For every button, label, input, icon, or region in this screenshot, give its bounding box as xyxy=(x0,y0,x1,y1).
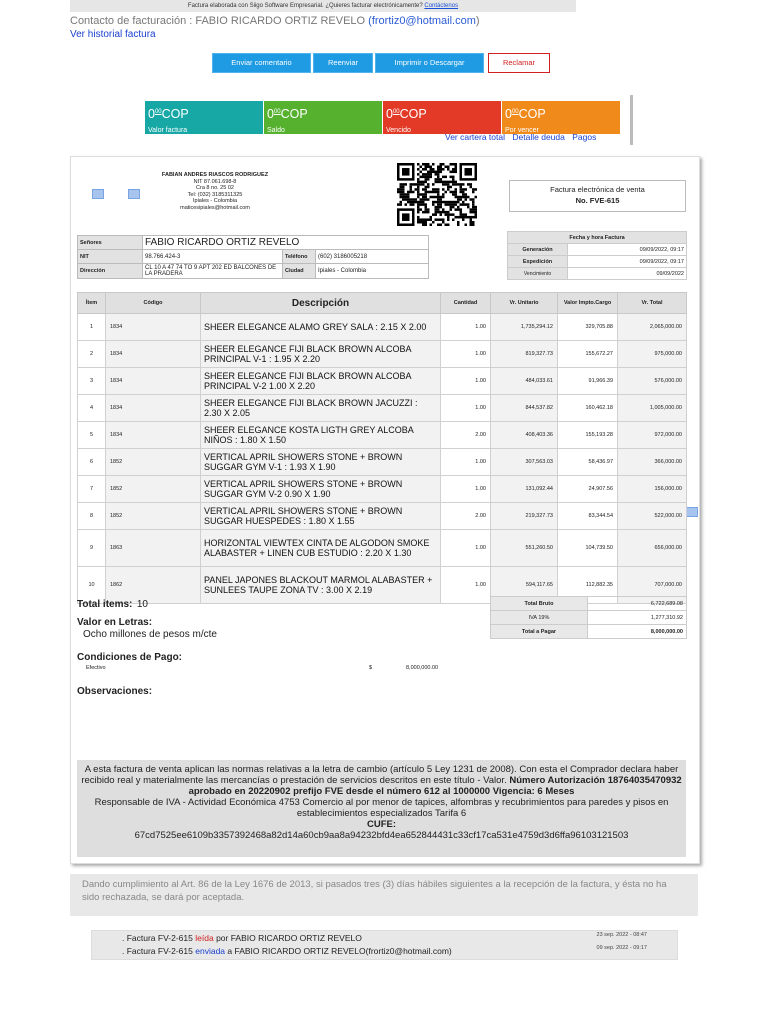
summary-card xyxy=(264,101,382,134)
legal-text: A esta factura de venta aplican las normas relativas a la letra de cambio (artículo 5 Ley 1231 de 2008). Con esta el Comprador declara haber recibido real y materialmente las mercancías o prestación de servicios descritos en este título - Valor. xyxy=(81,764,679,786)
customer-name-label: Señores xyxy=(78,236,143,250)
item-quantity: 1.00 xyxy=(441,530,491,567)
totals-table xyxy=(490,596,687,639)
card-amount: $0^{00}COP$ xyxy=(267,107,308,121)
resend-button[interactable]: Reenviar xyxy=(313,53,373,73)
item-quantity: 1.00 xyxy=(441,341,491,368)
item-row xyxy=(78,449,687,476)
item-tax-value: 83,344.54 xyxy=(558,503,618,530)
log-timestamp: 09 sep. 2022 - 09:17 xyxy=(596,945,647,951)
item-total: 576,000.00 xyxy=(618,368,687,395)
card-label: Por vencer xyxy=(505,127,539,134)
item-row xyxy=(78,314,687,341)
summary-card xyxy=(145,101,263,134)
card-label: Saldo xyxy=(267,127,285,134)
item-code: 1852 xyxy=(106,449,201,476)
customer-phone: (602) 3186005218 xyxy=(316,250,429,264)
due-date: 09/09/2022 xyxy=(568,268,687,280)
items-table xyxy=(77,292,687,604)
top-banner-text: Factura elaborada con Siigo Software Empresarial. ¿Quieres facturar electrónicamente? xyxy=(187,3,423,9)
item-description: SHEER ELEGANCE FIJI BLACK BROWN ALCOBA PRINCIPAL V-2 1.00 X 2.20 xyxy=(201,368,441,395)
item-code: 1834 xyxy=(106,368,201,395)
item-total: 522,000.00 xyxy=(618,503,687,530)
item-total: 1,005,000.00 xyxy=(618,395,687,422)
card-label: Vencido xyxy=(386,127,411,134)
invoice-type-box xyxy=(509,180,686,212)
item-total: 972,000.00 xyxy=(618,422,687,449)
item-number: 4 xyxy=(78,395,106,422)
observations-label: Observaciones: xyxy=(77,686,153,697)
item-unit-value: 1,735,294.12 xyxy=(491,314,558,341)
item-row xyxy=(78,530,687,567)
item-row xyxy=(78,422,687,449)
issuer-city: Ipiales - Colombia xyxy=(192,198,238,204)
item-total: 656,000.00 xyxy=(618,530,687,567)
generation-label: Generación xyxy=(508,244,568,256)
amount-in-words: Ocho millones de pesos m/cte xyxy=(83,629,217,640)
item-code: 1852 xyxy=(106,476,201,503)
log-timestamp: 23 sep. 2022 - 08:47 xyxy=(596,932,647,938)
vat-label: IVA 19% xyxy=(491,611,588,625)
summary-card xyxy=(502,101,620,134)
item-number: 2 xyxy=(78,341,106,368)
card-amount: $0^{00}COP$ xyxy=(148,107,189,121)
summary-cards xyxy=(145,101,621,134)
debt-detail-link[interactable]: Detalle deuda xyxy=(512,132,565,142)
item-tax-value: 155,193.28 xyxy=(558,422,618,449)
expedition-label: Expedición xyxy=(508,256,568,268)
authorization-text: Número Autorización 18764035470932 aprobado en 20220902 prefijo FVE desde el número 612 al 1000000 Vigencia: 6 Meses xyxy=(188,775,682,797)
item-quantity: 1.00 xyxy=(441,314,491,341)
customer-city: Ipiales - Colombia xyxy=(316,264,429,279)
item-code: 1834 xyxy=(106,341,201,368)
col-total-value: Vr. Total xyxy=(618,293,687,314)
tax-responsibility-text: Responsable de IVA - Actividad Económica 4753 Comercio al por menor de tapices, alfombras y recubrimientos para paredes y pisos en establecimientos especializados Tarifa 6 xyxy=(94,797,669,819)
issuer-info xyxy=(145,172,285,211)
send-comment-button[interactable]: Enviar comentario xyxy=(212,53,311,73)
item-code: 1834 xyxy=(106,422,201,449)
total-to-pay-label: Total a Pagar xyxy=(491,625,588,639)
claim-button[interactable]: Reclamar xyxy=(488,53,550,73)
item-unit-value: 819,327.73 xyxy=(491,341,558,368)
customer-city-label: Ciudad xyxy=(283,264,316,279)
invoice-type: Factura electrónica de venta xyxy=(550,185,645,194)
col-tax-value: Valor Impto.Cargo xyxy=(558,293,618,314)
item-description: VERTICAL APRIL SHOWERS STONE + BROWN SUGGAR GYM V-2 0.90 X 1.90 xyxy=(201,476,441,503)
item-unit-value: 484,033.61 xyxy=(491,368,558,395)
cufe-label: CUFE: xyxy=(366,819,397,830)
item-quantity: 1.00 xyxy=(441,368,491,395)
item-unit-value: 551,260.50 xyxy=(491,530,558,567)
card-amount: $0^{00}COP$ xyxy=(505,107,546,121)
col-item: Ítem xyxy=(78,293,106,314)
customer-table xyxy=(77,235,429,279)
divider xyxy=(630,95,633,145)
col-unit-value: Vr. Unitario xyxy=(491,293,558,314)
item-row xyxy=(78,341,687,368)
activity-log xyxy=(91,930,678,960)
item-code: 1863 xyxy=(106,530,201,567)
total-items-label: Total items: xyxy=(77,599,133,610)
item-total: 2,065,000.00 xyxy=(618,314,687,341)
expedition-date: 09/09/2022, 09:17 xyxy=(568,256,687,268)
card-amount: $0^{00}COP$ xyxy=(386,107,427,121)
customer-phone-label: Teléfono xyxy=(283,250,316,264)
item-description: SHEER ELEGANCE ALAMO GREY SALA : 2.15 X 2.00 xyxy=(201,314,441,341)
issuer-name: FABIAN ANDRES RIASCOS RODRIGUEZ xyxy=(161,172,269,178)
customer-address: CL 10 A 47 74 TO 9 APT 202 ED BALCONES DE LA PRADERA xyxy=(143,264,283,279)
item-quantity: 2.00 xyxy=(441,503,491,530)
dates-header: Fecha y hora Factura xyxy=(508,232,687,244)
print-download-button[interactable]: Imprimir o Descargar xyxy=(375,53,484,73)
issuer-email: maticesipiales@hotmail.com xyxy=(180,204,250,211)
item-description: SHEER ELEGANCE KOSTA LIGTH GREY ALCOBA NIÑOS : 1.80 X 1.50 xyxy=(201,422,441,449)
item-description: PANEL JAPONES BLACKOUT MARMOL ALABASTER + SUNLEES TAUPE ZONA TV : 3.00 X 2.19 xyxy=(201,567,441,604)
issuer-address: Cra 8 no. 25 02 xyxy=(196,185,234,191)
broken-image-icon xyxy=(92,189,104,199)
item-tax-value: 24,907.56 xyxy=(558,476,618,503)
cufe-code: 67cd7525ee6109b3357392468a82d14a60cb9aa8a94232bfd4ea652844431c33cf17ca531e4759d3d6ffa96103121503 xyxy=(134,830,629,841)
item-quantity: 1.00 xyxy=(441,395,491,422)
item-description: SHEER ELEGANCE FIJI BLACK BROWN ALCOBA PRINCIPAL V-1 : 1.95 X 2.20 xyxy=(201,341,441,368)
item-quantity: 2.00 xyxy=(441,422,491,449)
item-unit-value: 219,327.73 xyxy=(491,503,558,530)
item-description: VERTICAL APRIL SHOWERS STONE + BROWN SUGGAR GYM V-1 : 1.93 X 1.90 xyxy=(201,449,441,476)
payment-method: Efectivo xyxy=(86,665,106,671)
item-code: 1834 xyxy=(106,395,201,422)
summary-card xyxy=(383,101,501,134)
item-code: 1852 xyxy=(106,503,201,530)
gross-total: 6,722,689.08 xyxy=(588,597,687,611)
contact-email[interactable]: frortiz0@hotmail.com xyxy=(371,15,476,27)
item-tax-value: 91,966.39 xyxy=(558,368,618,395)
item-quantity: 1.00 xyxy=(441,476,491,503)
customer-nit-label: NIT xyxy=(78,250,143,264)
issuer-nit: NIT 87.061.698-8 xyxy=(193,178,237,185)
item-description: HORIZONTAL VIEWTEX CINTA DE ALGODON SMOKE ALABASTER + LINEN CUB ESTUDIO : 2.20 X 1.30 xyxy=(201,530,441,567)
top-banner xyxy=(70,0,576,12)
item-number: 5 xyxy=(78,422,106,449)
total-items xyxy=(77,594,148,612)
item-number: 7 xyxy=(78,476,106,503)
total-items-value: 10 xyxy=(136,599,148,610)
issuer-phone: Tel: (032) 3185311325 xyxy=(187,191,243,198)
item-number: 6 xyxy=(78,449,106,476)
invoice-number: No. FVE-615 xyxy=(575,196,620,205)
col-code: Código xyxy=(106,293,201,314)
broken-image-icon xyxy=(128,189,140,199)
card-label: Valor factura xyxy=(148,127,188,134)
generation-date: 09/09/2022, 09:17 xyxy=(568,244,687,256)
acceptance-notice: Dando cumplimiento al Art. 86 de la Ley 1676 de 2013, si pasados tres (3) días hábiles siguientes a la recepción de la factura, y ésta no ha sido rechazada, se dará por aceptada. xyxy=(70,874,698,916)
broken-image-icon xyxy=(686,507,698,517)
item-unit-value: 594,117.65 xyxy=(491,567,558,604)
item-tax-value: 112,882.35 xyxy=(558,567,618,604)
item-quantity: 1.00 xyxy=(441,449,491,476)
item-tax-value: 58,436.97 xyxy=(558,449,618,476)
item-tax-value: 329,705.88 xyxy=(558,314,618,341)
item-number: 3 xyxy=(78,368,106,395)
payment-amount: 8,000,000.00 xyxy=(406,665,439,671)
item-unit-value: 408,403.36 xyxy=(491,422,558,449)
item-row xyxy=(78,368,687,395)
col-description: Descripción xyxy=(201,293,441,314)
contact-name: FABIO RICARDO ORTIZ REVELO xyxy=(195,15,366,27)
contact-email-close: ) xyxy=(475,15,480,27)
item-tax-value: 155,672.27 xyxy=(558,341,618,368)
col-quantity: Cantidad xyxy=(441,293,491,314)
words-label: Valor en Letras: xyxy=(77,617,153,628)
payment-conditions-label: Condiciones de Pago: xyxy=(77,652,183,663)
item-description: VERTICAL APRIL SHOWERS STONE + BROWN SUGGAR HUESPEDES : 1.80 X 1.55 xyxy=(201,503,441,530)
card-links xyxy=(445,132,601,142)
item-tax-value: 160,462.18 xyxy=(558,395,618,422)
item-unit-value: 844,537.82 xyxy=(491,395,558,422)
contact-email-open: ( xyxy=(368,15,372,27)
item-row xyxy=(78,476,687,503)
customer-nit: 98.766.424-3 xyxy=(143,250,283,264)
item-tax-value: 104,739.50 xyxy=(558,530,618,567)
item-code: 1834 xyxy=(106,314,201,341)
item-total: 975,000.00 xyxy=(618,341,687,368)
billing-contact xyxy=(70,15,480,27)
portfolio-link[interactable]: Ver cartera total xyxy=(445,132,506,142)
payment-currency: $ xyxy=(369,665,373,671)
contact-label: Contacto de facturación : xyxy=(70,15,193,27)
item-number: 10 xyxy=(78,567,106,604)
customer-address-label: Dirección xyxy=(78,264,143,279)
vat-total: 1,277,310.92 xyxy=(588,611,687,625)
log-entry: . Factura FV-2-615 leída por FABIO RICARDO ORTIZ REVELO xyxy=(122,933,362,943)
item-total: 366,000.00 xyxy=(618,449,687,476)
item-description: SHEER ELEGANCE FIJI BLACK BROWN JACUZZI : 2.30 X 2.05 xyxy=(201,395,441,422)
item-row xyxy=(78,503,687,530)
legal-notes xyxy=(77,760,686,857)
history-link[interactable]: Ver historial factura xyxy=(70,29,156,40)
item-unit-value: 131,092.44 xyxy=(491,476,558,503)
customer-name: FABIO RICARDO ORTIZ REVELO xyxy=(143,236,429,250)
invoice-dates-table xyxy=(507,231,687,280)
due-label: Vencimiento xyxy=(508,268,568,280)
contact-link[interactable]: Contáctenos xyxy=(424,3,459,9)
payments-link[interactable]: Pagos xyxy=(572,132,597,142)
qr-code xyxy=(397,163,477,226)
item-row xyxy=(78,395,687,422)
item-total: 707,000.00 xyxy=(618,567,687,604)
item-quantity: 1.00 xyxy=(441,567,491,604)
item-code: 1862 xyxy=(106,567,201,604)
item-total: 156,000.00 xyxy=(618,476,687,503)
item-number: 1 xyxy=(78,314,106,341)
item-number: 8 xyxy=(78,503,106,530)
log-entry: . Factura FV-2-615 enviada a FABIO RICARDO ORTIZ REVELO(frortiz0@hotmail.com) xyxy=(122,946,452,956)
total-to-pay: 8,000,000.00 xyxy=(588,625,687,639)
item-number: 9 xyxy=(78,530,106,567)
item-unit-value: 307,563.03 xyxy=(491,449,558,476)
gross-total-label: Total Bruto xyxy=(491,597,588,611)
